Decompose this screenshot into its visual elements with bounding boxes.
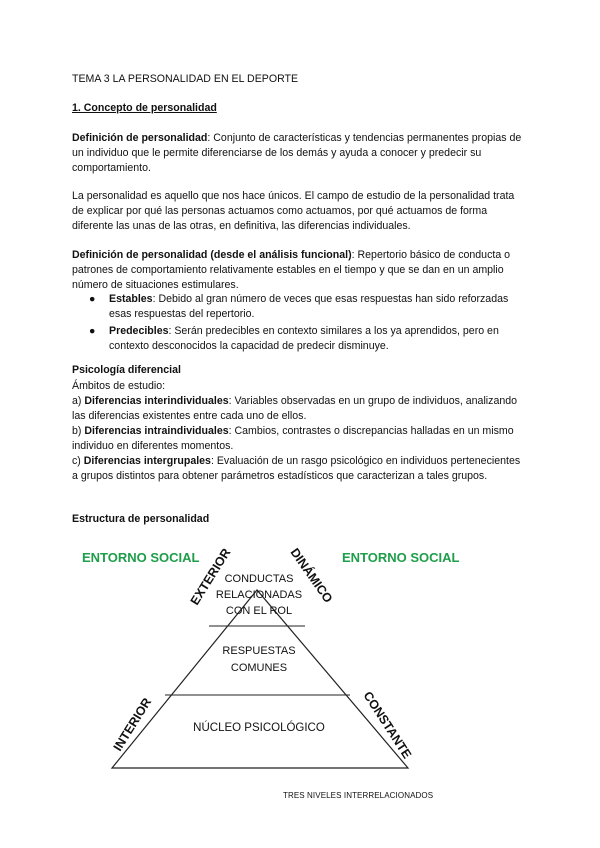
interior-label: INTERIOR bbox=[110, 695, 155, 754]
item-prefix: a) bbox=[72, 395, 85, 407]
intro-paragraph: La personalidad es aquello que nos hace únicos. El campo de estudio de la personalidad trata de explicar por qué las personas actuamos como actuamos, por qué actuamos de forma diferente las unas de las otras, en definitiva, las diferencias individuales. bbox=[72, 190, 515, 232]
bullet-text: : Serán predecibles en contexto similares a los ya aprendidos, pero en contexto desconocidos la capacidad de predecir disminuye. bbox=[109, 325, 499, 352]
item-text: : Cambios, contrastes o discrepancias halladas en un mismo individuo en diferentes momentos. bbox=[72, 425, 514, 452]
section-heading-concepto: 1. Concepto de personalidad bbox=[72, 102, 217, 114]
traits-bullet-list bbox=[72, 292, 528, 356]
ambitos-label: Ámbitos de estudio: bbox=[72, 380, 166, 392]
bullet-icon: ● bbox=[89, 325, 96, 337]
item-prefix: c) bbox=[72, 455, 84, 467]
item-text: : Variables observadas en un grupo de individuos, analizando las diferencias existentes entre cada uno de ellos. bbox=[72, 395, 518, 422]
top-level-line-2: RELACIONADAS bbox=[215, 589, 303, 601]
top-level-line-1: CONDUCTAS bbox=[224, 573, 294, 585]
right-entorno-social-label: ENTORNO SOCIAL bbox=[342, 550, 460, 565]
item-term: Diferencias intraindividuales bbox=[84, 425, 229, 437]
dinamico-label: DINÁMICO bbox=[287, 545, 336, 606]
item-term: Diferencias intergrupales bbox=[83, 455, 211, 467]
bottom-level-label: NÚCLEO PSICOLÓGICO bbox=[193, 722, 325, 734]
ambito-item-c bbox=[72, 454, 528, 484]
definition-paragraph bbox=[72, 131, 528, 176]
left-entorno-social-label: ENTORNO SOCIAL bbox=[82, 550, 200, 565]
diagram-caption: TRES NIVELES INTERRELACIONADOS bbox=[283, 791, 434, 800]
list-item bbox=[72, 324, 528, 354]
estructura-heading: Estructura de personalidad bbox=[72, 513, 210, 525]
exterior-label: EXTERIOR bbox=[187, 545, 234, 608]
list-item bbox=[72, 292, 528, 322]
bullet-term: Estables bbox=[109, 293, 153, 305]
top-level-line-3: CON EL ROL bbox=[225, 605, 293, 617]
psicologia-diferencial-heading: Psicología diferencial bbox=[72, 364, 181, 376]
middle-level-line-1: RESPUESTAS bbox=[222, 645, 296, 657]
bullet-icon: ● bbox=[89, 293, 96, 305]
functional-definition-paragraph bbox=[72, 248, 528, 293]
ambito-item-a bbox=[72, 394, 528, 424]
functional-definition-text: : Repertorio básico de conducta o patrones de comportamiento relativamente estables en el tiempo y que se dan en un amplio número de situaciones estimulares. bbox=[72, 249, 511, 291]
item-prefix: b) bbox=[72, 425, 85, 437]
definition-term: Definición de personalidad bbox=[72, 132, 208, 144]
document-title: TEMA 3 LA PERSONALIDAD EN EL DEPORTE bbox=[72, 73, 299, 85]
constante-label: CONSTANTE bbox=[360, 689, 415, 762]
item-text: : Evaluación de un rasgo psicológico en individuos pertenecientes a grupos distintos para obtener parámetros estadísticos que caracterizan a tales grupos. bbox=[72, 455, 521, 482]
bullet-term: Predecibles bbox=[109, 325, 169, 337]
bullet-text: : Debido al gran número de veces que esas respuestas han sido reforzadas esas respuestas del repertorio. bbox=[109, 293, 509, 320]
personality-pyramid-diagram bbox=[0, 530, 600, 820]
middle-level-line-2: COMUNES bbox=[230, 662, 288, 674]
definition-text: : Conjunto de características y tendencias permanentes propias de un individuo que le permite diferenciarse de los demás y ayuda a conocer y predecir su comportamiento. bbox=[72, 132, 522, 174]
item-term: Diferencias interindividuales bbox=[84, 395, 229, 407]
ambito-item-b bbox=[72, 424, 528, 454]
functional-definition-term: Definición de personalidad (desde el análisis funcional) bbox=[72, 249, 352, 261]
